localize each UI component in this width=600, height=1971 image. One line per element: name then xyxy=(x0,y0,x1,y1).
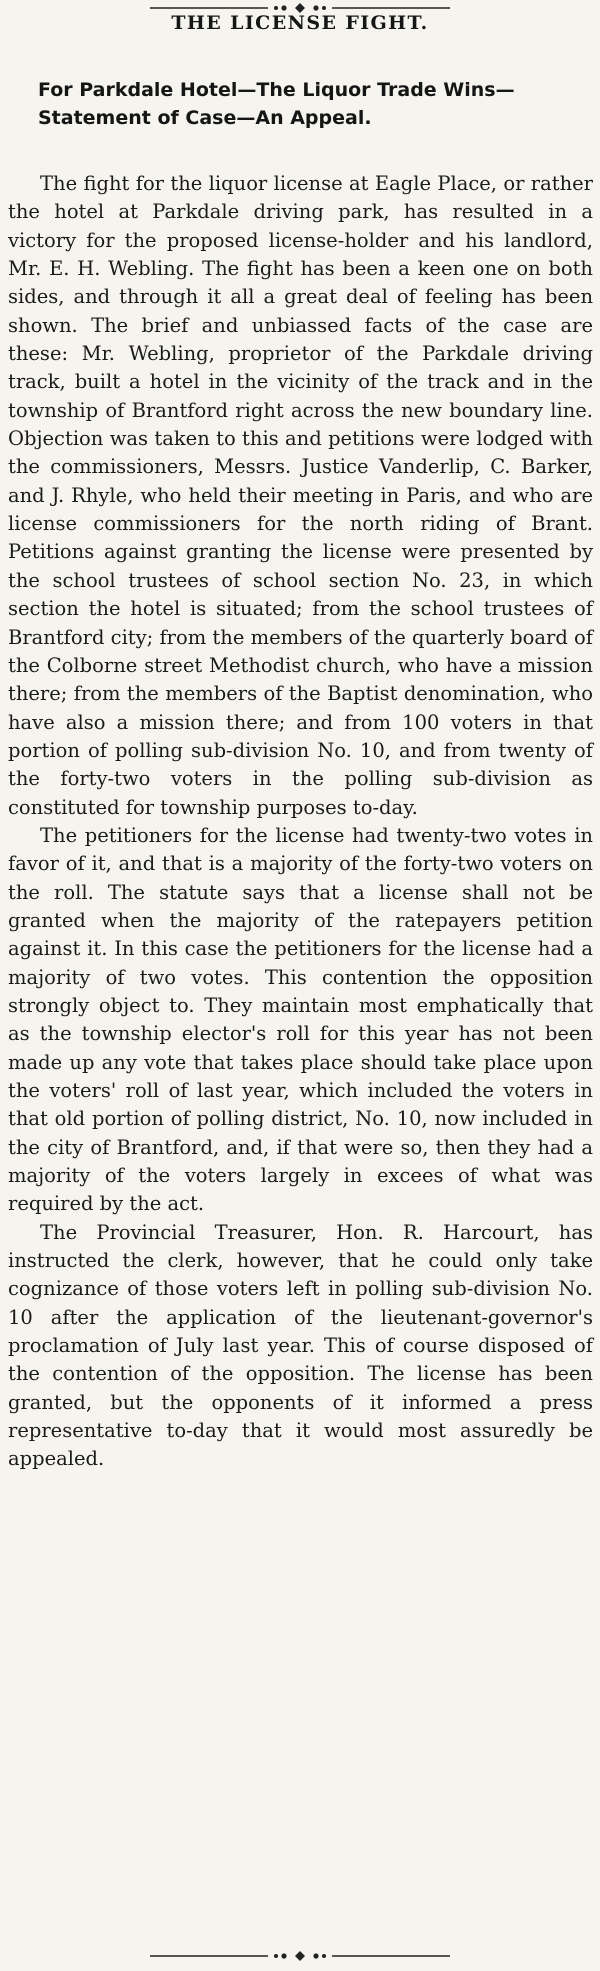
paragraph: The petitioners for the license had twenty-two votes in favor of it, and that is a majority of the forty-two voters on the roll. The statute says that a license shall not be granted when the majority of the ratepayers petition against it. In this case the petitioners for the license had a majority of two votes. This contention the opposition strongly object to. They maintain most emphatically that as the township elector's roll for this year has not been made up any vote that takes place should take place upon the voters' roll of last year, which included the voters in that old portion of polling district, No. 10, now included in the city of Brantford, and, if that were so, then they had a majority of the voters largely in excees of what was required by the act. xyxy=(8,823,593,1216)
subheadline-text: For Parkdale Hotel—The Liquor Trade Wins—Statement of Case—An Appeal. xyxy=(38,79,515,129)
bottom-ornamental-rule xyxy=(150,1948,450,1964)
article-body xyxy=(8,170,593,1474)
subheadline xyxy=(8,76,593,132)
paragraph: The fight for the liquor license at Eagle Place, or rather the hotel at Parkdale driving park, has resulted in a victory for the proposed license-holder and his landlord, Mr. E. H. Webling. The fight has been a keen one on both sides, and through it all a great deal of feeling has been shown. The brief and unbiassed facts of the case are these: Mr. Webling, proprietor of the Parkdale driving track, built a hotel in the vicinity of the track and in the township of Brantford right across the new boundary line. Objection was taken to this and petitions were lodged with the commissioners, Messrs. Justice Vanderlip, C. Barker, and J. Rhyle, who held their meeting in Paris, and who are license commissioners for the north riding of Brant. Petitions against granting the license were presented by the school trustees of school section No. 23, in which section the hotel is situated; from the school trustees of Brantford city; from the members of the quarterly board of the Colborne street Methodist church, who have a mission there; from the members of the Baptist denomination, who have also a mission there; and from 100 voters in that portion of polling sub-division No. 10, and from twenty of the forty-two voters in the polling sub-division as constituted for township purposes to-day. xyxy=(8,172,593,819)
headline: THE LICENSE FIGHT. xyxy=(171,12,429,34)
paragraph: The Provincial Treasurer, Hon. R. Harcourt, has instructed the clerk, however, that he could only take cognizance of those voters left in polling sub-division No. 10 after the application of the lieutenant-governor's proclamation of July last year. This of course disposed of the contention of the opposition. The license has been granted, but the opponents of it informed a press representative to-day that it would most assuredly be appealed. xyxy=(8,1220,593,1471)
